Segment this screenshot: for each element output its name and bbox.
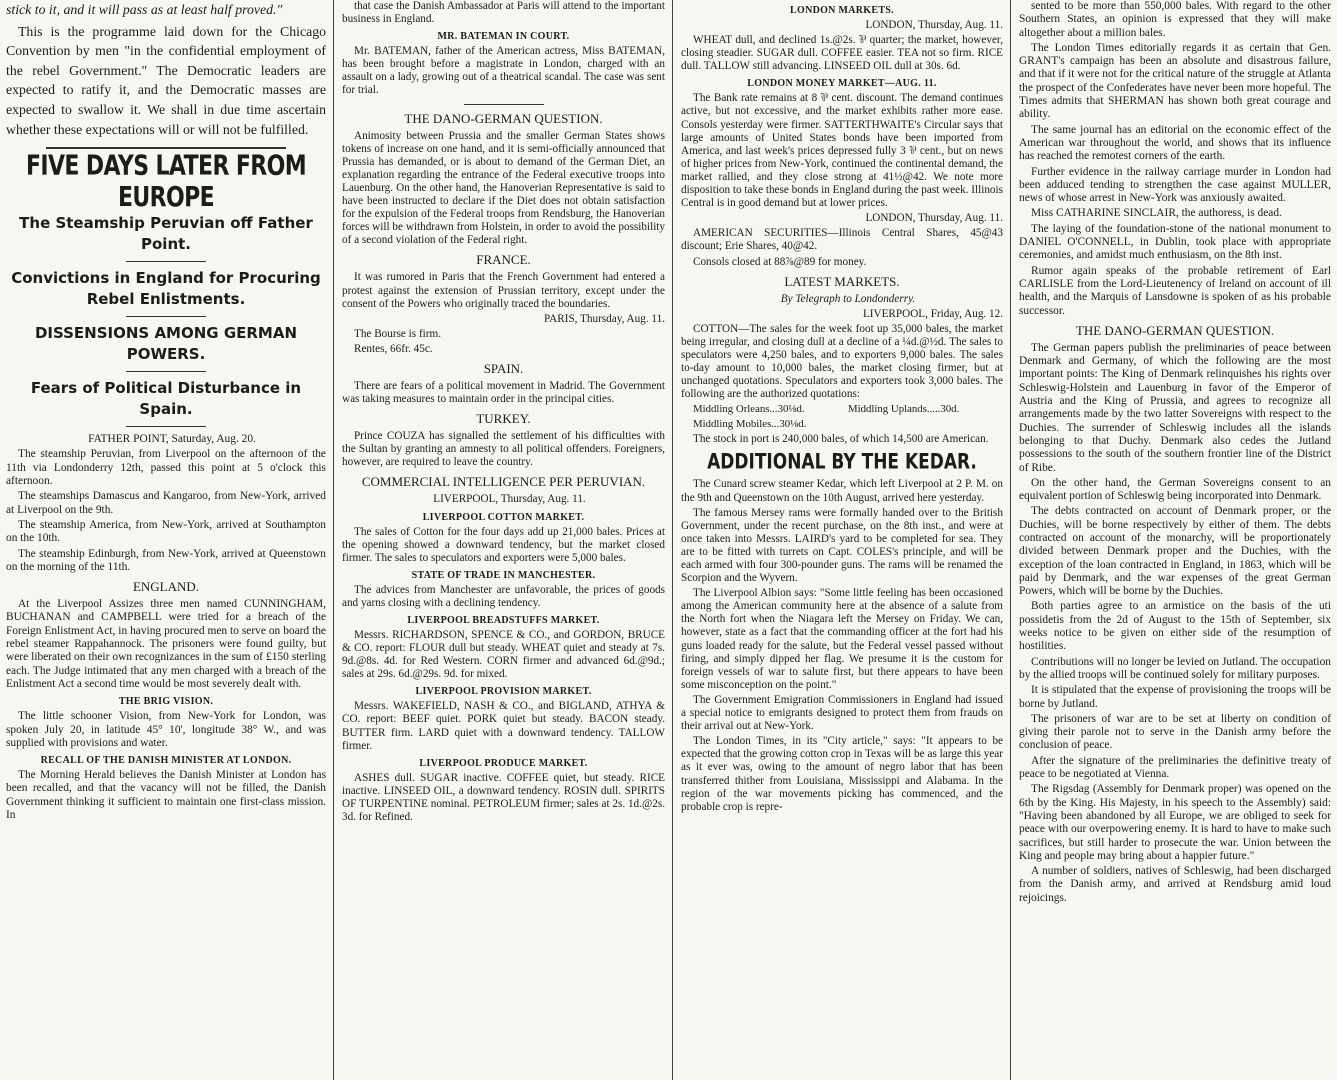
- section-heading: RECALL OF THE DANISH MINISTER AT LONDON.: [40, 755, 292, 767]
- column-3: [675, 0, 1009, 1080]
- paragraph: Both parties agree to an armistice on the basis of the uti possidetis from the 2d of August to the 15th of September, six weeks notice to be given on either side of the resumption of hostilities.: [1019, 600, 1331, 653]
- paragraph: On the other hand, the German Sovereigns consent to an equivalent portion of Schleswig being incorporated into Denmark.: [1019, 476, 1331, 503]
- section-heading: TURKEY.: [476, 411, 531, 427]
- editorial-lead: stick to it, and it will pass as at least half proved.": [6, 2, 283, 17]
- divider: [46, 147, 286, 149]
- section-heading: THE BRIG VISION.: [118, 696, 214, 708]
- dateline: LONDON, Thursday, Aug. 11.: [865, 212, 1003, 225]
- paragraph: After the signature of the preliminaries the definitive treaty of peace to be negotiated at Vienna.: [1019, 754, 1331, 781]
- divider: [126, 371, 206, 372]
- paragraph: The London Times, in its "City article," says: "It appears to be expected that the growing cotton crop in Texas will be as large this year as it ever was, owing to the amount of negro labor that has been transferred thither from Louisiana, Mississippi and Alabama. In the region of the war movements picking has commenced, and the probable crop is repre-: [681, 735, 1003, 813]
- paragraph: The Liverpool Albion says: "Some little feeling has been occasioned among the American community here at the absence of a salute from the North fort when the Niagara left the Mersey on Friday. We can, however, state as a fact that the commanding officer at the fort had his guns loaded ready for the salute, but the Federal vessel passed without firing, and simply dipped her flag. We presume it is the custom for foreign vessels of war to salute first, but there appears to have been some misconception on the point.": [681, 587, 1003, 691]
- column-2: [336, 0, 671, 1080]
- paragraph: Animosity between Prussia and the smaller German States shows tokens of increase on one hand, and it is semi-officially announced that Prussia has demanded, or is about to demand of the German Diet, an explanation regarding the entrance of the Federal executive troops into Lauenburg. On the other hand, the Hanoverian Representative is said to have been instructed to declare if the Diet does not obtain satisfaction for the expulsion of the Federal troops from Rendsburg, the Hanoverian forces will be withdrawn from Holstein, in order to avoid the possibility of a second violation of the Federal right.: [342, 129, 665, 247]
- column-rule: [672, 0, 673, 1080]
- section-heading: THE DANO-GERMAN QUESTION.: [1075, 322, 1275, 338]
- section-heading: SPAIN.: [483, 360, 524, 376]
- paragraph: Rumor again speaks of the probable retirement of Earl CARLISLE from the Lord-Lieutenency of Ireland on account of ill health, and the Marquis of Lansdowne is spoken of as his probable successor.: [1019, 264, 1331, 317]
- column-4: [1013, 0, 1337, 1080]
- section-headline: ADDITIONAL BY THE KEDAR.: [707, 449, 977, 475]
- paragraph: Miss CATHARINE SINCLAIR, the authoress, is dead.: [1031, 207, 1282, 220]
- section-heading: LIVERPOOL COTTON MARKET.: [422, 511, 585, 523]
- column-rule: [333, 0, 334, 1080]
- column-1: [0, 0, 332, 1080]
- section-heading: FRANCE.: [476, 252, 531, 268]
- paragraph: At the Liverpool Assizes three men named CUNNINGHAM, BUCHANAN and CAMPBELL were tried for a breach of the Foreign Enlistment Act, in having procured men to serve on board the rebel steamer Rappahannock. The prisoners were found guilty, but were liberated on their own recognizances in the sum of £150 sterling each. The Judge intimated that any men charged with a breach of the Enlistment Act a second time would be most severely dealt with.: [6, 598, 326, 690]
- paragraph: The steamship Peruvian, from Liverpool on the afternoon of the 11th via Londonderry 12th, passed this point at 5 o'clock this afternoon.: [6, 448, 326, 488]
- paragraph: Messrs. WAKEFIELD, NASH & CO., and BIGLAND, ATHYA & CO. report: BEEF quiet. PORK quiet but steady. BACON steady. BUTTER firm. LARD quiet with a downward tendency. TALLOW firmer.: [342, 700, 665, 752]
- section-heading: LONDON MARKETS.: [790, 5, 894, 16]
- paragraph: The London Times editorially regards it as certain that Gen. GRANT's campaign has been an absolute and disastrous failure, and that if it were not for the critical nature of the struggle at Atlanta the prospect of the Confederates have never been more hopeful. The Times admits that SHERMAN has shown both great courage and ability.: [1019, 41, 1331, 121]
- dateline: PARIS, Thursday, Aug. 11.: [543, 312, 665, 325]
- dateline: LIVERPOOL, Thursday, Aug. 11.: [433, 493, 586, 506]
- subheadline: DISSENSIONS AMONG GERMAN POWERS.: [34, 324, 298, 364]
- paragraph: The Bank rate remains at 8 ⅌ cent. discount. The demand continues active, but not excessive, and the market exhibits rather more ease. Consols yesterday were firmer. SATTERTHWAITE's Circular says that large amounts of United States bonds have been imported from America, and last week's prices depressed fully 3 ⅌ cent., but on news of higher prices from New-York, continued the continental demand, the market rallied, and they close strong at 41½@42. We note more disposition to take these bonds in England during the past week. Illinois Central is in good demand but at lower prices.: [681, 92, 1003, 210]
- section-heading: LATEST MARKETS.: [784, 273, 900, 289]
- editorial-end: [6, 0, 326, 139]
- quotation: Middling Uplands.....30d.: [848, 403, 960, 416]
- section-heading: ENGLAND.: [132, 579, 200, 595]
- paragraph: COTTON—The sales for the week foot up 35,000 bales, the market being irregular, and closing dull at a decline of a ¼d.@½d. The sales to speculators were 4,250 bales, and to exporters 9,000 bales. The sales to-day amount to 10,000 bales, the market closing firmer, but at unchanged quotations. Speculators and exporters took 3,000 bales. The following are the authorized quotations:: [681, 322, 1003, 401]
- section-heading: LONDON MONEY MARKET—AUG. 11.: [747, 78, 937, 90]
- section-heading: LIVERPOOL BREADSTUFFS MARKET.: [407, 615, 600, 626]
- paragraph: The Government Emigration Commissioners in England had issued a special notice to emigrants designed to protect them from frauds on their arrival out at New-York.: [681, 693, 1003, 733]
- quotation: Middling Orleans...30⅛d.: [693, 403, 805, 416]
- paragraph: It was rumored in Paris that the French Government had entered a protest against the extension of Prussian territory, except under the consent of the Powers who originally traced the boundaries.: [342, 271, 665, 310]
- section-heading: THE DANO-GERMAN QUESTION.: [404, 110, 603, 126]
- paragraph: The prisoners of war are to be set at liberty on condition of giving their parole not to serve in the Danish army before the conclusion of peace.: [1019, 712, 1331, 752]
- paragraph: The famous Mersey rams were formally handed over to the British Government, under the recent purchase, on the 8th inst., and were at once taken into Messrs. LAIRD's yard to be completed for sea. They are to be fitted with turrets on Capt. COLES's principle, and will be each armed with four 300-pounder guns. The rams will be renamed the Scorpion and the Wyvern.: [681, 506, 1003, 585]
- divider: [126, 316, 206, 317]
- paragraph: The stock in port is 240,000 bales, of which 14,500 are American.: [693, 433, 989, 446]
- paragraph: The little schooner Vision, from New-York for London, was spoken July 20, in latitude 45° 10', longitude 38° W., and was supplied with provisions and water.: [6, 710, 326, 749]
- paragraph: Consols closed at 88⅞@89 for money.: [693, 255, 867, 268]
- dateline: FATHER POINT, Saturday, Aug. 20.: [88, 433, 256, 446]
- paragraph: The same journal has an editorial on the economic effect of the American war throughout the world, and shows that its influence has reached the remotest corners of the earth.: [1019, 123, 1331, 163]
- divider: [126, 426, 206, 427]
- paragraph: There are fears of a political movement in Madrid. The Government was taking measures to maintain order in the principal cities.: [342, 379, 665, 406]
- paragraph: The steamships Damascus and Kangaroo, from New-York, arrived at Liverpool on the 9th.: [6, 490, 326, 516]
- paragraph: Prince COUZA has signalled the settlement of his difficulties with the Sultan by granting an amnesty to all political offenders. Foreigners, however, are required to leave the country.: [342, 430, 665, 469]
- paragraph: sented to be more than 550,000 bales. With regard to the other Southern States, an opinion is expressed that they will make altogether about a million bales.: [1019, 0, 1331, 39]
- column-rule: [1010, 0, 1011, 1080]
- paragraph: Messrs. RICHARDSON, SPENCE & CO., and GORDON, BRUCE & CO. report: FLOUR dull but steady. WHEAT quiet and steady at 7s. 9d.@8s. 4d. for Red Western. CORN firmer and advanced 6d.@9d.; sales at 29s. 6d.@29s. 9d. for mixed.: [342, 629, 665, 681]
- paragraph: The Cunard screw steamer Kedar, which left Liverpool at 2 P. M. on the 9th and Queenstown on the 10th August, arrived here yesterday.: [681, 478, 1003, 504]
- quotations-row: [693, 418, 1003, 431]
- paragraph: The Morning Herald believes the Danish Minister at London has been recalled, and that the vacancy will not be filled, the Danish Government thinking it sufficient to maintain one first-class mission. In: [6, 769, 326, 821]
- paragraph: AMERICAN SECURITIES—Illinois Central Shares, 45@43 discount; Erie Shares, 40@42.: [681, 227, 1003, 253]
- paragraph: Further evidence in the railway carriage murder in London had been adduced tending to strengthen the case against MULLER, news of whose arrest in New-York was anxiously awaited.: [1019, 165, 1331, 205]
- dateline: LIVERPOOL, Friday, Aug. 12.: [862, 307, 1003, 320]
- section-heading: COMMERCIAL INTELLIGENCE PER PERUVIAN.: [361, 474, 646, 490]
- paragraph: A number of soldiers, natives of Schleswig, had been discharged from the Danish army, and arrived at Rendsburg amid loud rejoicings.: [1019, 865, 1331, 904]
- paragraph: Mr. BATEMAN, father of the American actress, Miss BATEMAN, has been brought before a magistrate in London, charged with an assault on a lady, growing out of a theatrical scandal. The case was sent for trial.: [342, 45, 665, 97]
- paragraph: The Rigsdag (Assembly for Denmark proper) was opened on the 6th by the King. His Majesty, in his speech to the Assembly) said: "Having been abandoned by all Europe, we are obliged to seek for peace with our overpowering enemy. It is hard to have to make such sacrifices, but still harder to prosecute the war. Union between the King and people may bring about a happier future.": [1019, 783, 1331, 862]
- section-heading: LIVERPOOL PROVISION MARKET.: [415, 686, 592, 698]
- subheadline: Fears of Political Disturbance in Spain.: [30, 379, 302, 419]
- paragraph: WHEAT dull, and declined 1s.@2s. ⅌ quarter; the market, however, closing steadier. SUGAR dull. COFFEE easier. TEA not so firm. RICE dull. TALLOW still advancing. LINSEED OIL dull at 30s. 6d.: [681, 34, 1003, 73]
- section-heading: MR. BATEMAN IN COURT.: [437, 31, 570, 43]
- paragraph: ASHES dull. SUGAR inactive. COFFEE quiet, but steady. RICE inactive. LINSEED OIL, a downward tendency. ROSIN dull. SPIRITS OF TURPENTINE nominal. PETROLEUM firmer; sales at 2s. 1d.@2s. 3d. for Refined.: [342, 771, 665, 824]
- byline: By Telegraph to Londonderry.: [780, 292, 916, 305]
- paragraph: The steamship America, from New-York, arrived at Southampton on the 10th.: [6, 518, 326, 545]
- paragraph: The debts contracted on account of Denmark proper, or the Duchies, will be borne respectively by either of them. The debts contracted on account of the monarchy, will be proportionately divided between Denmark proper and the Duchies, with the exception of the loan contracted in England, in 1863, which will be paid by Denmark, and the war expenses of the great German Powers, which will be borne by the Duchies.: [1019, 505, 1331, 598]
- paragraph: Contributions will no longer be levied on Jutland. The occupation by the allied troops will be continued solely for military purposes.: [1019, 655, 1331, 681]
- headline: FIVE DAYS LATER FROM EUROPE: [25, 150, 307, 214]
- paragraph: It is stipulated that the expense of provisioning the troops will be borne by Jutland.: [1019, 684, 1331, 710]
- quotation: Middling Mobiles...30⅛d.: [693, 418, 807, 431]
- paragraph: The steamship Edinburgh, from New-York, arrived at Queenstown on the morning of the 11th.: [6, 547, 326, 573]
- divider: [464, 104, 544, 105]
- paragraph: The sales of Cotton for the four days add up 21,000 bales. Prices at the opening showed a downward tendency, but the market closed firmer. The sales to speculators and exporters were 5,000 bales.: [342, 525, 665, 564]
- subheadline: Convictions in England for Procuring Rebel Enlistments.: [11, 269, 321, 309]
- paragraph: The German papers publish the preliminaries of peace between Denmark and Germany, of which the following are the most important points: The King of Denmark relinquishes his rights over Schleswig-Holstein and Lauenburg in favor of the Emperor of Austria and the King of Prussia, and agrees to recognize all arrangements made by the two latter Sovereigns with respect to the Duchies. The surrender of Schleswig includes all the islands belonging to that Duchy. Denmark also cedes the Jutland possessions to the south of the southern frontier line of the District of Ribe.: [1019, 341, 1331, 474]
- paragraph: The laying of the foundation-stone of the national monument to DANIEL O'CONNELL, in Dublin, took place with appropriate ceremonies, and amidst much enthusiasm, on the 8th inst.: [1019, 222, 1331, 262]
- paragraph: Rentes, 66fr. 45c.: [354, 342, 433, 355]
- section-heading: STATE OF TRADE IN MANCHESTER.: [411, 569, 596, 581]
- dateline: LONDON, Thursday, Aug. 11.: [865, 19, 1003, 31]
- quotations-row: [693, 403, 1003, 416]
- subheadline: The Steamship Peruvian off Father Point.: [19, 214, 313, 254]
- divider: [126, 261, 206, 262]
- editorial-paragraph: This is the programme laid down for the Chicago Convention by men "in the confidential employment of the rebel Government." The Democratic leaders are expected to ratify it, and the Democratic masses are expected to swallow it. We shall in due time ascertain whether these expectations will or will not be fulfilled.: [6, 23, 326, 137]
- paragraph: The advices from Manchester are unfavorable, the prices of goods and yarns closing with a declining tendency.: [342, 583, 665, 609]
- paragraph: The Bourse is firm.: [354, 327, 441, 340]
- section-heading: LIVERPOOL PRODUCE MARKET.: [419, 757, 588, 769]
- paragraph: that case the Danish Ambassador at Paris will attend to the important business in England.: [342, 0, 665, 26]
